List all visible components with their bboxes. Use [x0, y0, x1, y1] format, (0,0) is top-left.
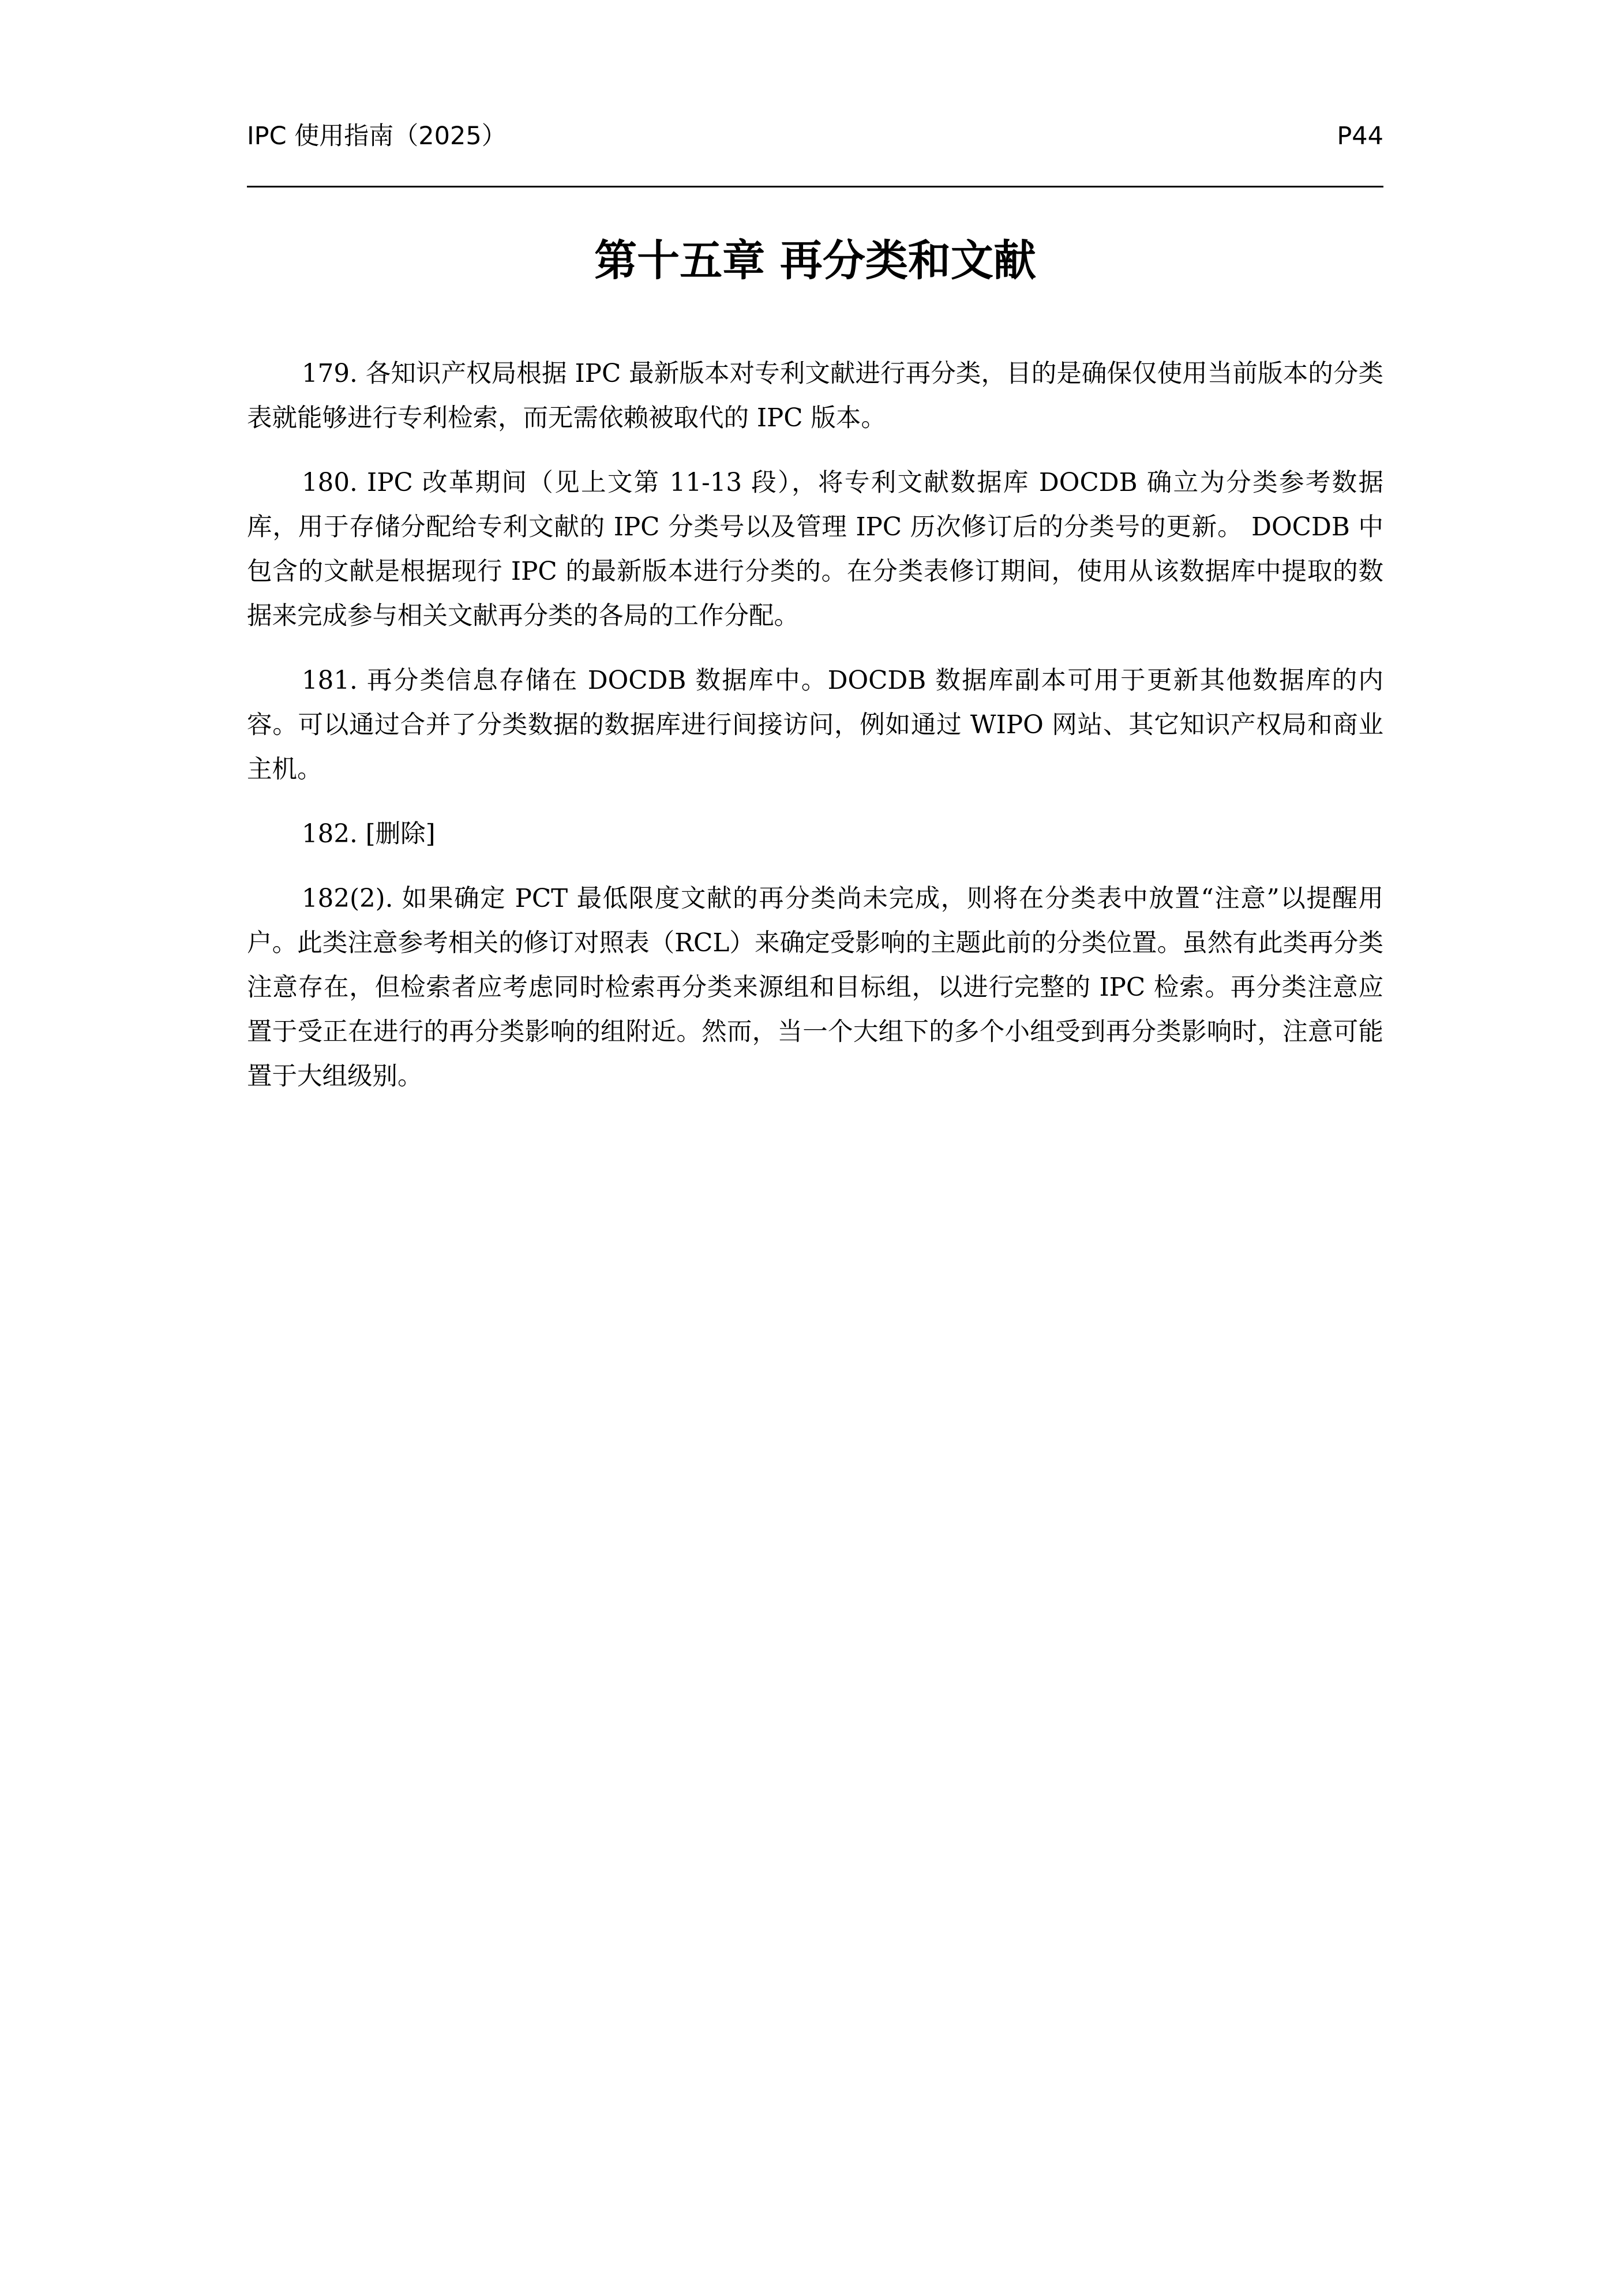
chapter-title: 第十五章 再分类和文献	[594, 236, 1036, 286]
paragraph-180: 180. IPC 改革期间（见上文第 11-13 段），将专利文献数据库 DOCDB 确立为分类参考数据库，用于存储分配给专利文献的 IPC 分类号以及管理 IPC 历次修订后的分类号的更新。 DOCDB 中包含的文献是根据现行 IPC 的最新版本进行分类的。在分类表修订期间，使用从该数据库中提取的数据来完成参与相关文献再分类的各局的工作分配。	[247, 468, 1383, 631]
header-divider	[247, 186, 1383, 187]
page-number: P44	[1337, 122, 1383, 151]
paragraph-182-2: 182(2). 如果确定 PCT 最低限度文献的再分类尚未完成，则将在分类表中放置“注意”以提醒用户。此类注意参考相关的修订对照表（RCL）来确定受影响的主题此前的分类位置。虽然有此类再分类注意存在，但检索者应考虑同时检索再分类来源组和目标组，以进行完整的 IPC 检索。再分类注意应置于受正在进行的再分类影响的组附近。然而，当一个大组下的多个小组受到再分类影响时，注意可能置于大组级别。	[247, 884, 1383, 1091]
body-text	[247, 352, 1383, 1119]
paragraph-182: 182. [删除]	[302, 820, 436, 849]
header-title: IPC 使用指南（2025）	[247, 122, 507, 151]
paragraph-179: 179. 各知识产权局根据 IPC 最新版本对专利文献进行再分类，目的是确保仅使用当前版本的分类表就能够进行专利检索，而无需依赖被取代的 IPC 版本。	[247, 359, 1383, 433]
paragraph-181: 181. 再分类信息存储在 DOCDB 数据库中。DOCDB 数据库副本可用于更新其他数据库的内容。可以通过合并了分类数据的数据库进行间接访问，例如通过 WIPO 网站、其它知识产权局和商业主机。	[247, 666, 1383, 784]
page-header	[247, 113, 1383, 159]
